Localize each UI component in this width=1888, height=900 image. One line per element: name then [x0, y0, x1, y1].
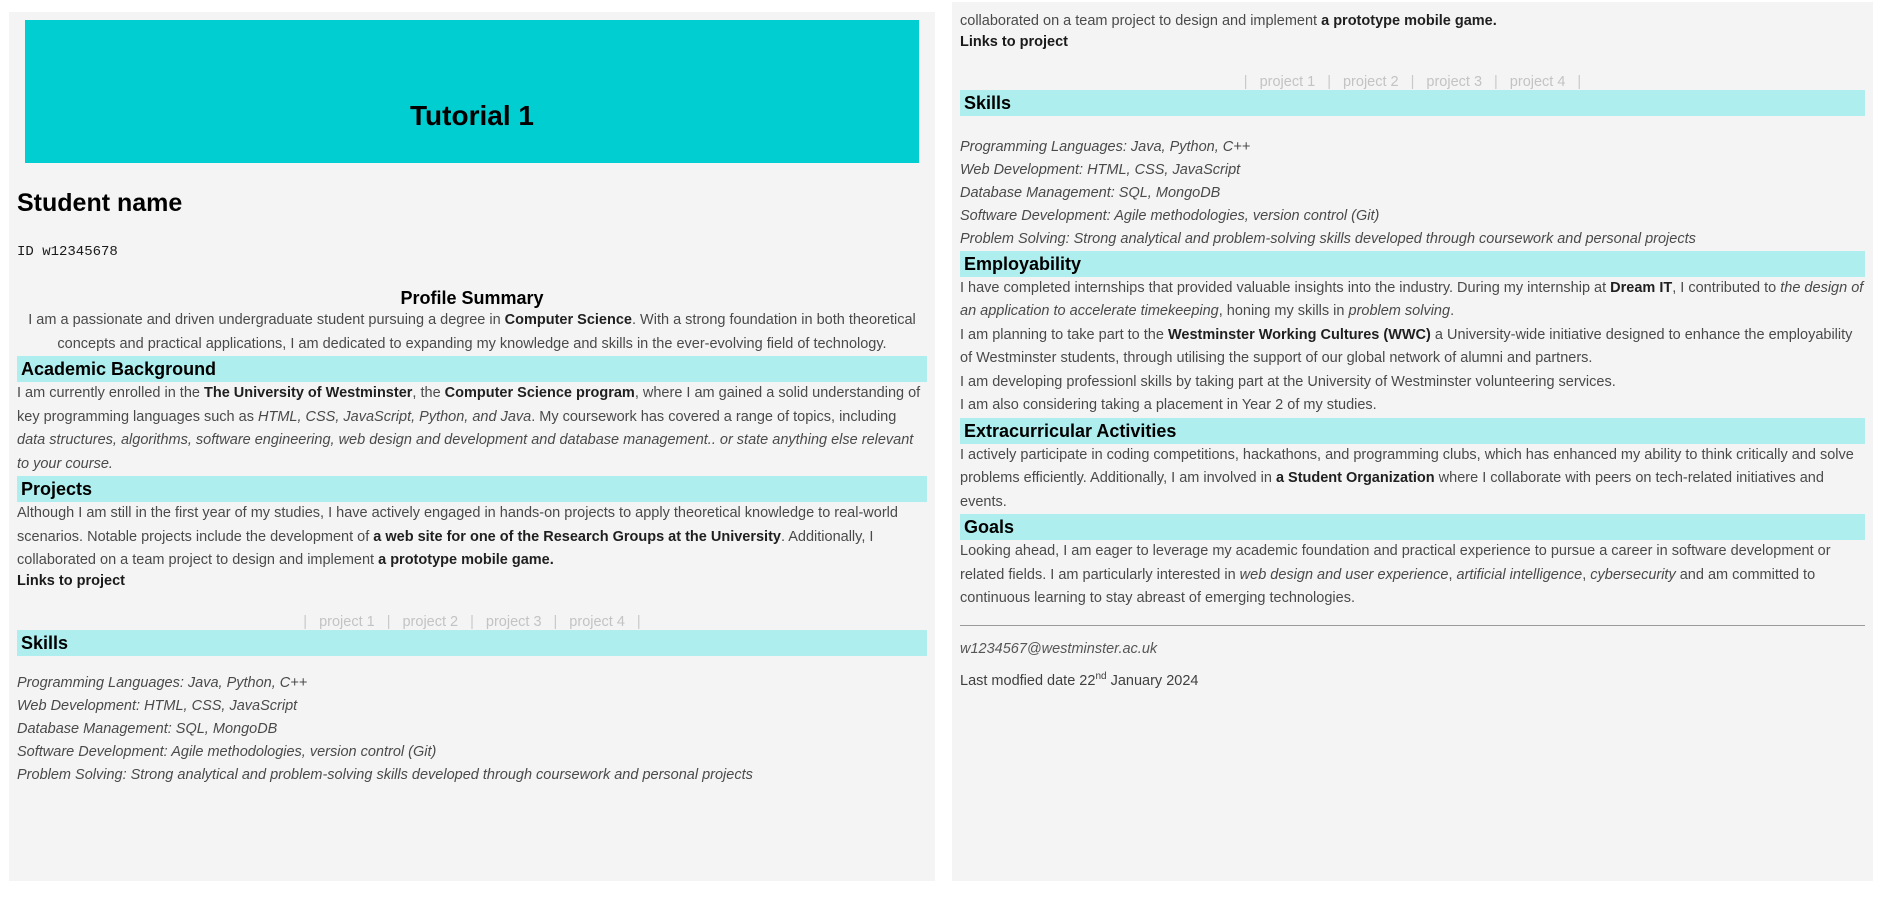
text-segment: , the	[412, 385, 445, 401]
text-segment: a University-wide initiative designed to enhance the employability of Westminster students, through utilising the support of our global network of alumni and partners.	[960, 326, 1853, 366]
text-segment: , honing my skills in	[1218, 303, 1349, 319]
section-heading-employability: Employability	[960, 251, 1865, 277]
section-heading-skills: Skills	[960, 90, 1865, 116]
text-segment: a prototype mobile game.	[378, 552, 554, 568]
project-links-row	[960, 74, 1865, 90]
page-title: Tutorial 1	[410, 100, 534, 131]
text-segment: HTML, CSS, JavaScript, Python, and Java	[258, 408, 532, 425]
text-segment: I am planning to take part to the	[960, 326, 1168, 343]
skill-item: Software Development: Agile methodologies, version control (Git)	[960, 207, 1380, 224]
section-heading-projects: Projects	[17, 476, 927, 502]
skill-item: Programming Languages: Java, Python, C++	[17, 674, 308, 691]
text-segment: ,	[1448, 566, 1457, 583]
section-heading-extracurricular: Extracurricular Activities	[960, 418, 1865, 444]
profile-summary-heading: Profile Summary	[400, 288, 544, 308]
student-id: ID w12345678	[17, 244, 118, 260]
project-links-row	[17, 614, 927, 630]
header-banner	[25, 20, 919, 163]
text-segment: . Additionally, I collaborated on a team project to design and implement	[17, 528, 874, 568]
employability-paragraph-2	[960, 324, 1865, 371]
skills-list	[17, 672, 927, 787]
skill-item: Software Development: Agile methodologies, version control (Git)	[17, 743, 437, 760]
text-segment: collaborated on a team project to design and implement	[960, 13, 1322, 29]
link-separator: |	[1243, 73, 1248, 90]
link-separator: |	[1577, 73, 1582, 90]
page-view-top	[9, 12, 935, 881]
employability-paragraph-3	[960, 371, 1865, 395]
extracurricular-paragraph	[960, 444, 1865, 515]
project-link[interactable]: project 3	[485, 613, 542, 630]
text-segment: web design and user experience	[1239, 566, 1449, 583]
skill-item: Web Development: HTML, CSS, JavaScript	[17, 697, 298, 714]
link-separator: |	[386, 613, 391, 630]
projects-paragraph	[17, 502, 927, 573]
skill-item: Database Management: SQL, MongoDB	[17, 720, 278, 737]
text-segment: and am committed to continuous learning to stay abreast of emerging technologies.	[960, 566, 1816, 606]
text-segment: ,	[1582, 566, 1591, 583]
text-segment: a web site for one of the Research Groups at the University	[373, 528, 781, 545]
text-segment: , I contributed to	[1672, 279, 1781, 296]
text-segment: I am currently enrolled in the	[17, 385, 204, 401]
project-link[interactable]: project 4	[1509, 73, 1566, 90]
employability-paragraph-1	[960, 277, 1865, 324]
link-separator: |	[1494, 73, 1498, 90]
project-link[interactable]: project 4	[569, 613, 625, 630]
goals-paragraph	[960, 540, 1865, 611]
text-segment: I am a passionate and driven undergraduate student pursuing a degree in	[28, 312, 505, 328]
link-separator: |	[1327, 73, 1331, 90]
projects-paragraph-continuation	[960, 10, 1865, 34]
ordinal-superscript: nd	[1095, 670, 1107, 682]
text-segment: I am developing professionl skills by taking part at the University of Westminster volunteering services.	[960, 373, 1616, 390]
text-segment: artificial intelligence	[1456, 566, 1583, 583]
link-separator: |	[553, 613, 558, 630]
link-separator: |	[303, 613, 308, 630]
text-segment: The University of Westminster	[203, 385, 413, 401]
last-modified-prefix: Last modfied date 22	[960, 672, 1096, 689]
links-to-project-label: Links to project	[960, 33, 1068, 50]
text-segment: a Student Organization	[1275, 470, 1435, 486]
skill-item: Problem Solving: Strong analytical and problem-solving skills developed through coursework and personal projects	[17, 766, 753, 783]
text-segment: the design of an application to accelerate timekeeping	[960, 279, 1864, 319]
text-segment: a prototype mobile game.	[1321, 13, 1497, 29]
academic-background-paragraph	[17, 382, 927, 476]
page-view-scrolled	[952, 2, 1873, 881]
skill-item: Database Management: SQL, MongoDB	[960, 184, 1221, 201]
text-segment: .	[1450, 303, 1455, 319]
text-segment: Computer Science	[504, 312, 632, 328]
student-name-heading: Student name	[17, 189, 183, 217]
text-segment: . With a strong foundation in both theoretical concepts and practical applications, I am dedicated to expanding my knowledge and skills in the ever-evolving field of technology.	[57, 312, 916, 352]
text-segment: cybersecurity	[1590, 566, 1676, 583]
text-segment: Computer Science program	[444, 385, 635, 401]
text-segment: Looking ahead, I am eager to leverage my academic foundation and practical experience to pursue a career in software development or related fields. I am particularly interested in	[960, 543, 1831, 583]
last-modified-date	[960, 671, 1865, 689]
text-segment: Dream IT	[1610, 279, 1673, 296]
project-link[interactable]: project 3	[1426, 73, 1483, 90]
link-separator: |	[470, 613, 474, 630]
link-separator: |	[636, 613, 641, 630]
text-segment: Although I am still in the first year of my studies, I have actively engaged in hands-on projects to apply theoretical knowledge to real-world scenarios. Notable projects include the development of	[17, 505, 898, 545]
footer-divider	[960, 625, 1865, 626]
skills-list	[960, 136, 1865, 251]
project-link[interactable]: project 2	[402, 613, 459, 630]
section-heading-skills: Skills	[17, 630, 927, 656]
text-segment: . My coursework has covered a range of topics, including	[531, 408, 897, 425]
text-segment: I am also considering taking a placement in Year 2 of my studies.	[960, 397, 1377, 413]
text-segment: where I collaborate with peers on tech-related initiatives and events.	[960, 470, 1824, 510]
text-segment: I actively participate in coding competitions, hackathons, and programming clubs, which has enhanced my ability to think critically and solve problems efficiently. Additionally, I am involved in	[960, 446, 1854, 486]
text-segment: I have completed internships that provided valuable insights into the industry. During my internship at	[960, 279, 1611, 296]
links-to-project-label: Links to project	[17, 572, 125, 589]
skill-item: Problem Solving: Strong analytical and problem-solving skills developed through coursework and personal projects	[960, 230, 1696, 247]
text-segment: problem solving	[1348, 303, 1451, 319]
text-segment: Westminster Working Cultures (WWC)	[1167, 326, 1431, 343]
text-segment: , where I am gained a solid understanding of key programming languages such as	[17, 385, 921, 425]
last-modified-suffix: January 2024	[1106, 672, 1199, 689]
skill-item: Web Development: HTML, CSS, JavaScript	[960, 161, 1241, 178]
link-separator: |	[1410, 73, 1415, 90]
skill-item: Programming Languages: Java, Python, C++	[960, 138, 1251, 155]
project-link[interactable]: project 1	[319, 613, 375, 630]
text-segment: data structures, algorithms, software engineering, web design and development and database management.. or state anything else relevant to your course.	[17, 432, 914, 472]
employability-paragraph-4	[960, 394, 1865, 418]
project-link[interactable]: project 2	[1342, 73, 1399, 90]
section-heading-goals: Goals	[960, 514, 1865, 540]
section-heading-academic-background: Academic Background	[17, 356, 927, 382]
project-link[interactable]: project 1	[1259, 73, 1316, 90]
email-link[interactable]: w1234567@westminster.ac.uk	[960, 640, 1158, 657]
profile-summary-paragraph	[17, 309, 927, 356]
